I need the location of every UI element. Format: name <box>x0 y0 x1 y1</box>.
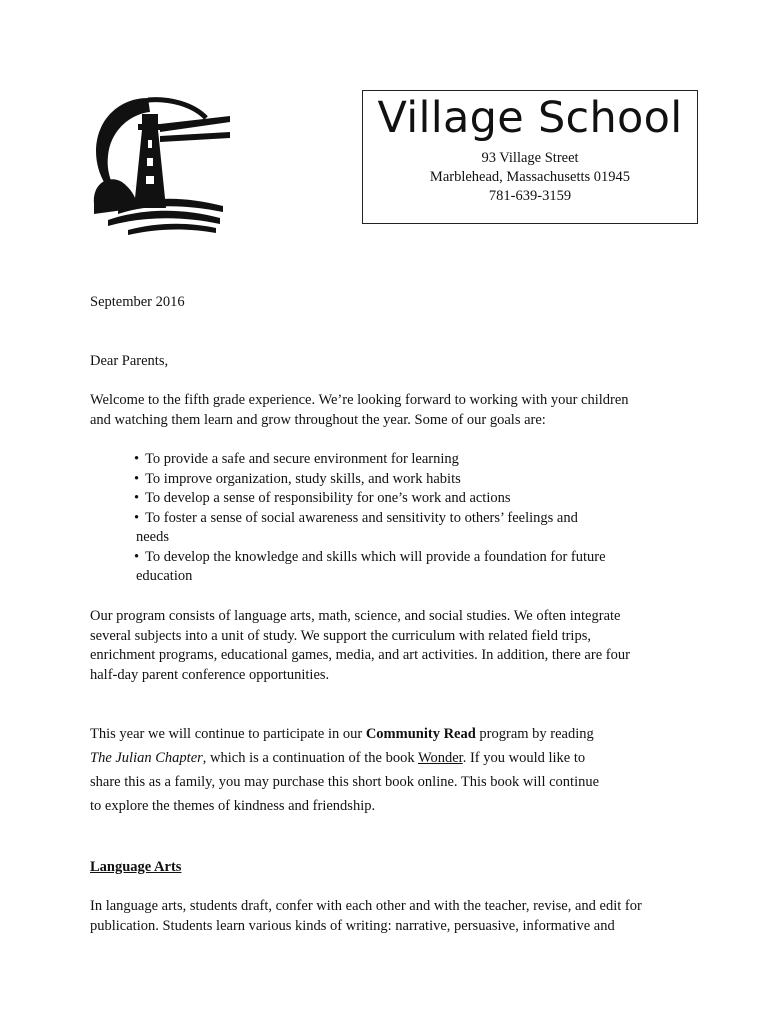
program-paragraph <box>90 607 630 685</box>
program-line-4: half-day parent conference opportunities. <box>90 666 330 683</box>
community-read-bold: Community Read <box>365 726 476 742</box>
language-arts-heading: Language Arts <box>90 859 182 875</box>
lighthouse-logo-icon <box>88 96 233 236</box>
program-line-3: enrichment programs, educational games, media, and art activities. In addition, there are four <box>90 647 630 663</box>
bullet-icon: • <box>134 451 140 467</box>
community-read-line-4: to explore the themes of kindness and friendship. <box>90 798 376 814</box>
list-item: • To develop the knowledge and skills which will provide a foundation for future <box>134 548 606 565</box>
community-read-paragraph <box>90 722 599 818</box>
language-arts-line-2: publication. Students learn various kinds of writing: narrative, persuasive, informative and <box>90 917 615 934</box>
intro-line-2: and watching them learn and grow throughout the year. Some of our goals are: <box>90 411 546 428</box>
list-item: • To provide a safe and secure environment for learning <box>134 451 459 467</box>
bullet-icon: • <box>134 490 140 506</box>
book-title-wonder: Wonder <box>417 750 463 766</box>
list-item: • To improve organization, study skills, and work habits <box>134 470 461 487</box>
community-read-line-1: This year we will continue to participate in our Community Read program by reading <box>90 726 594 742</box>
program-line-1: Our program consists of language arts, math, science, and social studies. We often integrate <box>90 608 621 624</box>
intro-paragraph <box>90 391 629 430</box>
goals-list <box>134 450 606 587</box>
salutation: Dear Parents, <box>90 353 169 369</box>
program-line-2: several subjects into a unit of study. We support the curriculum with related field trips, <box>90 627 591 644</box>
list-item: • To develop a sense of responsibility for one’s work and actions <box>134 490 511 506</box>
letterhead-box <box>362 90 698 224</box>
bullet-icon: • <box>134 470 140 487</box>
language-arts-paragraph <box>90 897 642 936</box>
list-item-continuation: education <box>136 568 193 584</box>
community-read-line-3: share this as a family, you may purchase this short book online. This book will continue <box>90 774 600 790</box>
phone-number: 781-639-3159 <box>488 188 572 204</box>
city-state-zip: Marblehead, Massachusetts 01945 <box>429 169 631 185</box>
school-name: Village School <box>377 93 683 143</box>
street-address: 93 Village Street <box>481 150 579 166</box>
letter-date: September 2016 <box>90 294 185 310</box>
list-item: • To foster a sense of social awareness and sensitivity to others’ feelings and <box>134 509 578 526</box>
book-title-julian: The Julian Chapter <box>90 750 203 766</box>
bullet-icon: • <box>134 548 140 565</box>
intro-line-1: Welcome to the fifth grade experience. We’re looking forward to working with your children <box>90 392 629 408</box>
language-arts-line-1: In language arts, students draft, confer with each other and with the teacher, revise, and edit for <box>90 898 642 914</box>
community-read-line-2: The Julian Chapter, which is a continuation of the book Wonder. If you would like to <box>90 750 586 766</box>
list-item-continuation: needs <box>136 529 170 545</box>
bullet-icon: • <box>134 509 140 526</box>
